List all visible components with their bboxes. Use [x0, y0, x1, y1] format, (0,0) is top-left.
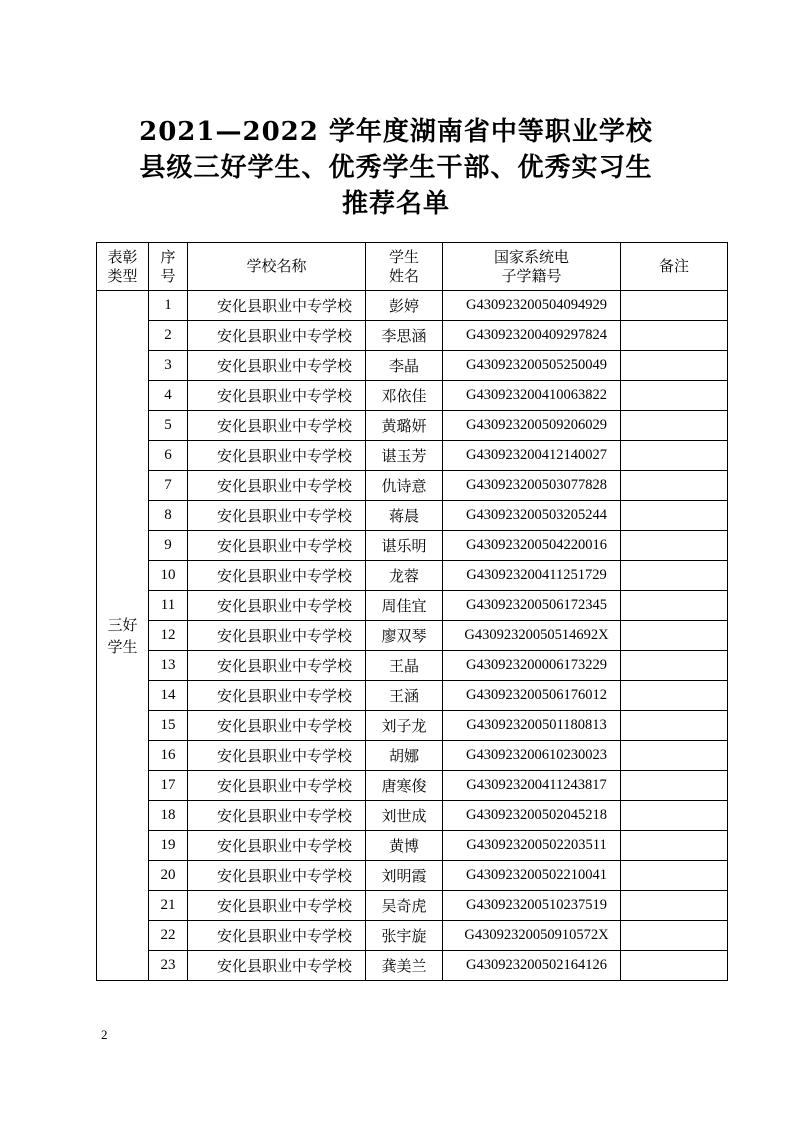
student-id-cell: G430923200509206029 [443, 411, 621, 441]
name-cell: 周佳宜 [366, 591, 443, 621]
seq-cell: 7 [149, 471, 188, 501]
remark-cell [621, 771, 728, 801]
student-id-cell: G430923200504220016 [443, 531, 621, 561]
table-row [97, 561, 728, 591]
header-seq: 序号 [149, 243, 188, 291]
remark-cell [621, 861, 728, 891]
table-row [97, 441, 728, 471]
category-cell [97, 291, 149, 981]
student-id-cell: G430923200503077828 [443, 471, 621, 501]
student-id-cell: G430923200409297824 [443, 321, 621, 351]
student-id-cell: G430923200506172345 [443, 591, 621, 621]
student-id-cell: G430923200502210041 [443, 861, 621, 891]
table-row [97, 351, 728, 381]
seq-cell: 19 [149, 831, 188, 861]
remark-cell [621, 891, 728, 921]
remark-cell [621, 741, 728, 771]
remark-cell [621, 291, 728, 321]
student-id-cell: G430923200502164126 [443, 951, 621, 981]
school-cell: 安化县职业中专学校 [188, 651, 366, 681]
name-cell: 龚美兰 [366, 951, 443, 981]
name-cell: 邓依佳 [366, 381, 443, 411]
header-category: 表彰类型 [97, 243, 149, 291]
recommendation-table [96, 242, 728, 981]
name-cell: 王涵 [366, 681, 443, 711]
school-cell: 安化县职业中专学校 [188, 831, 366, 861]
name-cell: 彭婷 [366, 291, 443, 321]
seq-cell: 20 [149, 861, 188, 891]
name-cell: 刘子龙 [366, 711, 443, 741]
school-cell: 安化县职业中专学校 [188, 561, 366, 591]
school-cell: 安化县职业中专学校 [188, 291, 366, 321]
name-cell: 黄博 [366, 831, 443, 861]
name-cell: 唐寒俊 [366, 771, 443, 801]
seq-cell: 13 [149, 651, 188, 681]
remark-cell [621, 351, 728, 381]
school-cell: 安化县职业中专学校 [188, 381, 366, 411]
student-id-cell: G430923200503205244 [443, 501, 621, 531]
seq-cell: 12 [149, 621, 188, 651]
student-id-cell: G430923200506176012 [443, 681, 621, 711]
table-row [97, 291, 728, 321]
student-id-cell: G430923200411243817 [443, 771, 621, 801]
school-cell: 安化县职业中专学校 [188, 411, 366, 441]
school-cell: 安化县职业中专学校 [188, 621, 366, 651]
seq-cell: 11 [149, 591, 188, 621]
remark-cell [621, 321, 728, 351]
seq-cell: 21 [149, 891, 188, 921]
student-id-cell: G430923200410063822 [443, 381, 621, 411]
name-cell: 黄璐妍 [366, 411, 443, 441]
table-row [97, 321, 728, 351]
remark-cell [621, 711, 728, 741]
table-row [97, 921, 728, 951]
document-title-line-1: 2021—2022 学年度湖南省中等职业学校 [139, 117, 653, 147]
remark-cell [621, 651, 728, 681]
name-cell: 廖双琴 [366, 621, 443, 651]
name-cell: 龙蓉 [366, 561, 443, 591]
remark-cell [621, 561, 728, 591]
seq-cell: 9 [149, 531, 188, 561]
name-cell: 刘世成 [366, 801, 443, 831]
seq-cell: 1 [149, 291, 188, 321]
page-number: 2 [101, 1027, 108, 1042]
table-row [97, 621, 728, 651]
table-row [97, 471, 728, 501]
name-cell: 吴奇虎 [366, 891, 443, 921]
name-cell: 刘明霞 [366, 861, 443, 891]
seq-cell: 15 [149, 711, 188, 741]
table-row [97, 741, 728, 771]
school-cell: 安化县职业中专学校 [188, 531, 366, 561]
table-row [97, 531, 728, 561]
student-id-cell: G43092320050514692X [443, 621, 621, 651]
seq-cell: 5 [149, 411, 188, 441]
remark-cell [621, 471, 728, 501]
student-id-cell: G430923200502045218 [443, 801, 621, 831]
name-cell: 胡娜 [366, 741, 443, 771]
name-cell: 仇诗意 [366, 471, 443, 501]
student-id-cell: G430923200501180813 [443, 711, 621, 741]
remark-cell [621, 381, 728, 411]
name-cell: 张宇旋 [366, 921, 443, 951]
table-row [97, 771, 728, 801]
seq-cell: 10 [149, 561, 188, 591]
table-row [97, 801, 728, 831]
student-id-cell: G430923200505250049 [443, 351, 621, 381]
name-cell: 蒋晨 [366, 501, 443, 531]
school-cell: 安化县职业中专学校 [188, 681, 366, 711]
table-row [97, 651, 728, 681]
student-id-cell: G430923200006173229 [443, 651, 621, 681]
seq-cell: 22 [149, 921, 188, 951]
table-header-row [97, 243, 728, 291]
school-cell: 安化县职业中专学校 [188, 321, 366, 351]
school-cell: 安化县职业中专学校 [188, 741, 366, 771]
student-id-cell: G430923200610230023 [443, 741, 621, 771]
remark-cell [621, 501, 728, 531]
seq-cell: 8 [149, 501, 188, 531]
remark-cell [621, 441, 728, 471]
school-cell: 安化县职业中专学校 [188, 351, 366, 381]
header-student-id: 国家系统电子学籍号 [443, 243, 621, 291]
school-cell: 安化县职业中专学校 [188, 771, 366, 801]
table-row [97, 501, 728, 531]
remark-cell [621, 681, 728, 711]
name-cell: 王晶 [366, 651, 443, 681]
seq-cell: 3 [149, 351, 188, 381]
table-row [97, 411, 728, 441]
school-cell: 安化县职业中专学校 [188, 951, 366, 981]
student-id-cell: G430923200411251729 [443, 561, 621, 591]
student-id-cell: G43092320050910572X [443, 921, 621, 951]
remark-cell [621, 831, 728, 861]
remark-cell [621, 921, 728, 951]
name-cell: 李晶 [366, 351, 443, 381]
table-row [97, 891, 728, 921]
seq-cell: 23 [149, 951, 188, 981]
remark-cell [621, 621, 728, 651]
table-row [97, 681, 728, 711]
school-cell: 安化县职业中专学校 [188, 921, 366, 951]
student-id-cell: G430923200412140027 [443, 441, 621, 471]
school-cell: 安化县职业中专学校 [188, 441, 366, 471]
remark-cell [621, 591, 728, 621]
seq-cell: 4 [149, 381, 188, 411]
student-id-cell: G430923200504094929 [443, 291, 621, 321]
table-row [97, 381, 728, 411]
header-name: 学生姓名 [366, 243, 443, 291]
school-cell: 安化县职业中专学校 [188, 501, 366, 531]
school-cell: 安化县职业中专学校 [188, 711, 366, 741]
seq-cell: 14 [149, 681, 188, 711]
table-row [97, 711, 728, 741]
category-label: 三好学生 [107, 615, 138, 656]
document-title-line-2: 县级三好学生、优秀学生干部、优秀实习生 [139, 153, 653, 183]
header-remark: 备注 [621, 243, 728, 291]
name-cell: 李思涵 [366, 321, 443, 351]
school-cell: 安化县职业中专学校 [188, 861, 366, 891]
student-id-cell: G430923200510237519 [443, 891, 621, 921]
table-row [97, 591, 728, 621]
remark-cell [621, 951, 728, 981]
school-cell: 安化县职业中专学校 [188, 891, 366, 921]
remark-cell [621, 801, 728, 831]
school-cell: 安化县职业中专学校 [188, 591, 366, 621]
name-cell: 谌玉芳 [366, 441, 443, 471]
seq-cell: 16 [149, 741, 188, 771]
header-school: 学校名称 [188, 243, 366, 291]
student-id-cell: G430923200502203511 [443, 831, 621, 861]
table-row [97, 831, 728, 861]
seq-cell: 2 [149, 321, 188, 351]
remark-cell [621, 411, 728, 441]
table-row [97, 861, 728, 891]
table-body [97, 291, 728, 981]
remark-cell [621, 531, 728, 561]
table-row [97, 951, 728, 981]
school-cell: 安化县职业中专学校 [188, 471, 366, 501]
school-cell: 安化县职业中专学校 [188, 801, 366, 831]
name-cell: 谌乐明 [366, 531, 443, 561]
seq-cell: 18 [149, 801, 188, 831]
seq-cell: 6 [149, 441, 188, 471]
document-title-line-3: 推荐名单 [341, 189, 450, 219]
seq-cell: 17 [149, 771, 188, 801]
